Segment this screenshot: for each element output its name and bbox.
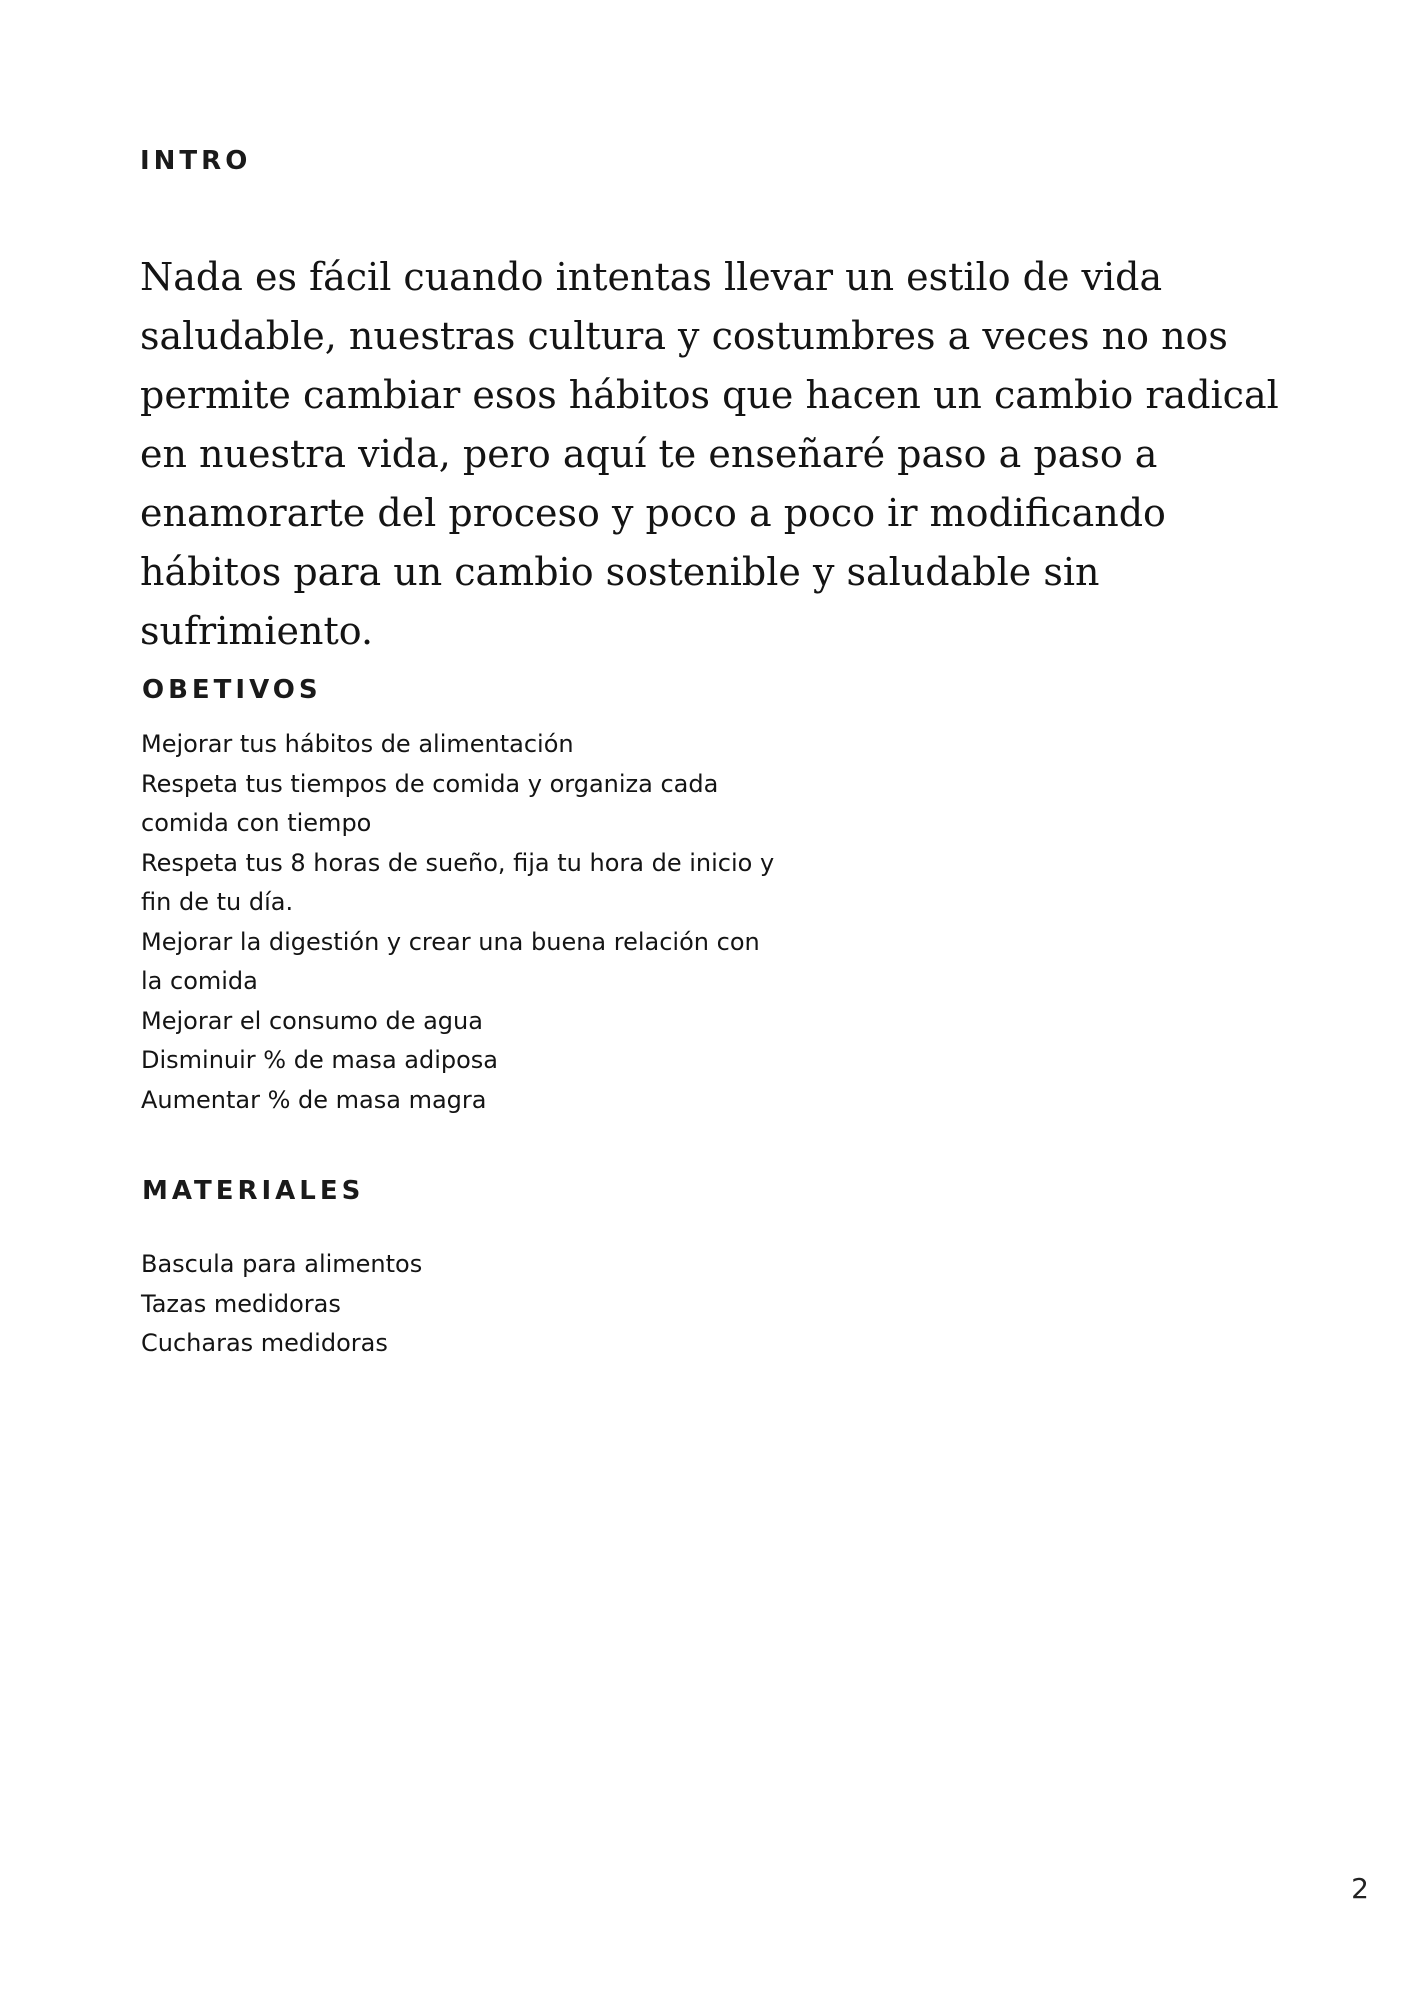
objective-item: Mejorar la digestión y crear una buena relación con la comida (141, 927, 760, 995)
objective-item: Mejorar el consumo de agua (141, 1006, 483, 1035)
objective-item: Respeta tus 8 horas de sueño, fija tu hora de inicio y fin de tu día. (141, 848, 775, 916)
objective-item: Mejorar tus hábitos de alimentación (141, 730, 574, 758)
materials-list (141, 1245, 781, 1364)
objective-item: Disminuir % de masa adiposa (141, 1046, 499, 1074)
material-item: Cucharas medidoras (141, 1329, 388, 1357)
objectives-heading: OBETIVOS (142, 675, 322, 705)
objectives-list (141, 725, 781, 1120)
intro-paragraph: Nada es fácil cuando intentas llevar un estilo de vida saludable, nuestras cultura y costumbres a veces no nos permite cambiar esos hábitos que hacen un cambio radical en nuestra vida, pero aquí te enseñaré paso a paso a enamorarte del proceso y poco a poco ir modificando hábitos para un cambio sostenible y saludable sin sufrimiento. (140, 255, 1279, 653)
material-item: Bascula para alimentos (141, 1250, 423, 1278)
page-number: 2 (1351, 1872, 1369, 1905)
intro-heading: INTRO (140, 146, 252, 176)
materials-heading: MATERIALES (142, 1176, 365, 1206)
material-item: Tazas medidoras (141, 1289, 341, 1318)
objective-item: Respeta tus tiempos de comida y organiza cada comida con tiempo (141, 769, 719, 837)
objective-item: Aumentar % de masa magra (141, 1085, 487, 1114)
